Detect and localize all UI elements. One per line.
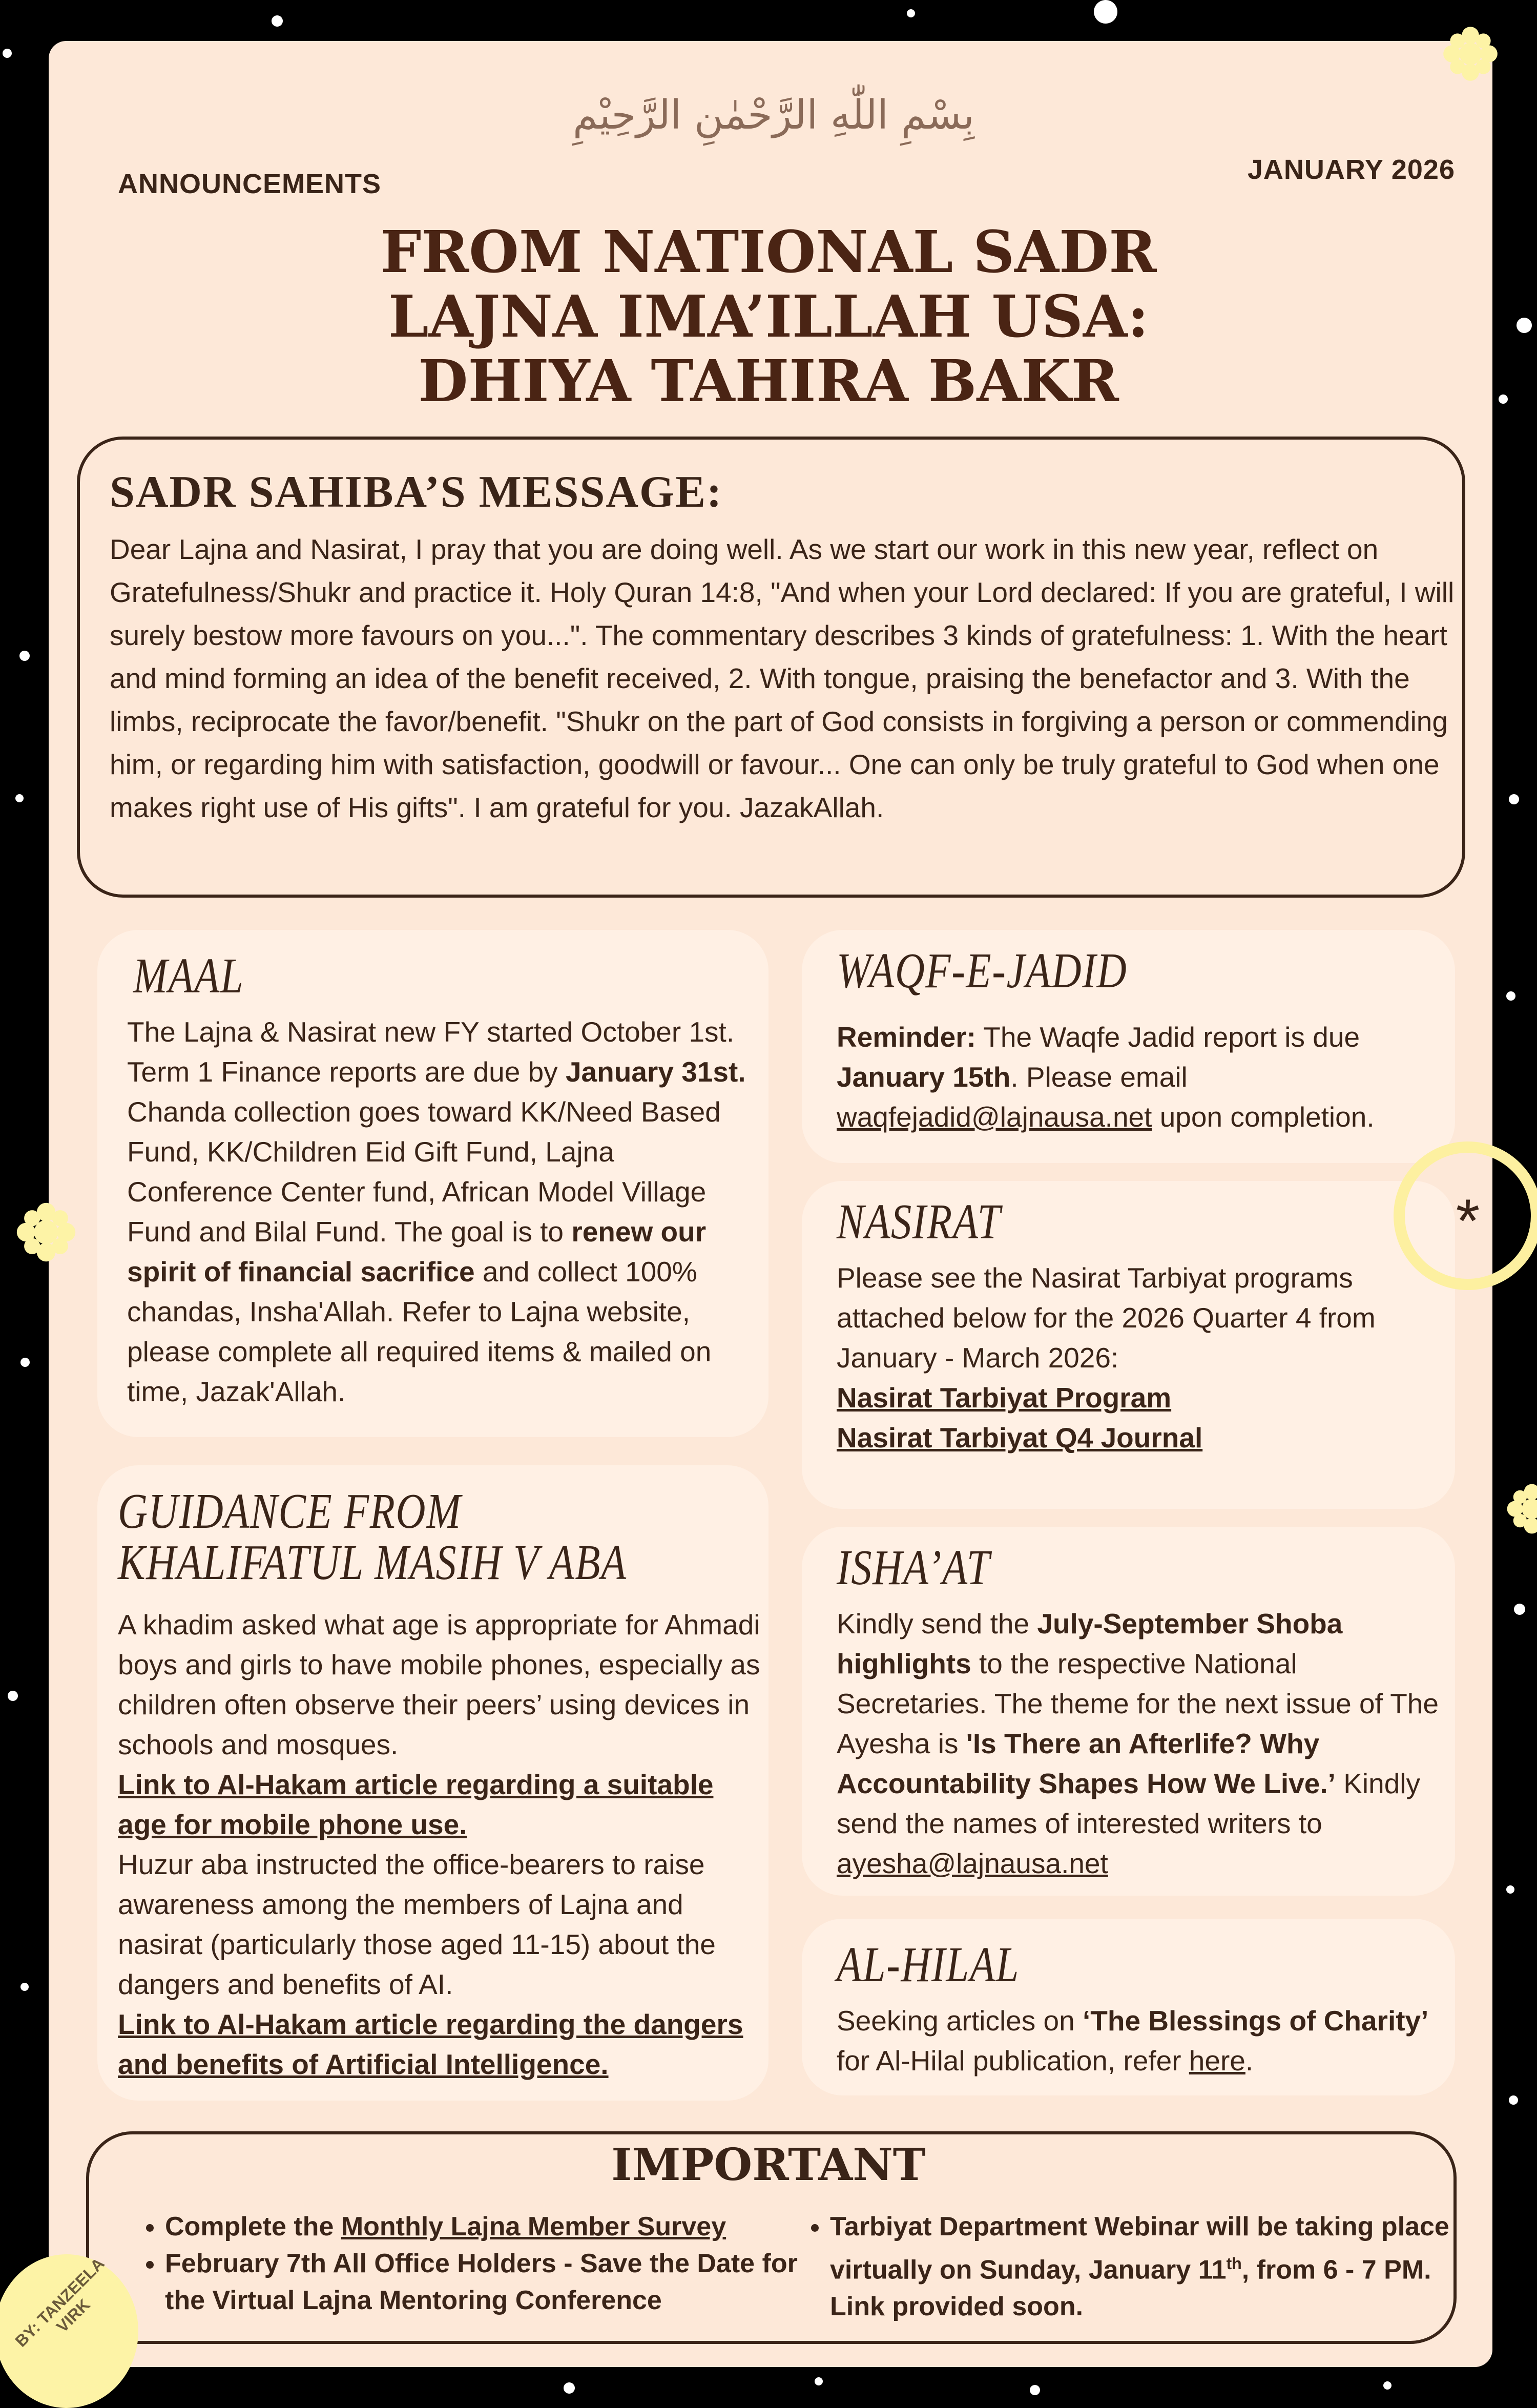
important-sup: th bbox=[1227, 2254, 1242, 2273]
star-dot bbox=[1509, 2095, 1518, 2105]
important-item bbox=[830, 2208, 1460, 2325]
guidance-heading-line2: KHALIFATUL MASIH V ABA bbox=[118, 1534, 627, 1591]
flower-icon bbox=[1440, 23, 1501, 85]
important-item bbox=[165, 2208, 816, 2245]
star-dot bbox=[1506, 1885, 1514, 1894]
sadr-message-heading: SADR SAHIBA’S MESSAGE: bbox=[110, 466, 722, 518]
section-label: ANNOUNCEMENTS bbox=[118, 168, 381, 200]
alhilal-theme: ‘The Blessings of Charity’ bbox=[1083, 2005, 1428, 2037]
nasirat-text: Please see the Nasirat Tarbiyat programs attached below for the 2026 Quarter 4 from January - March 2026: bbox=[837, 1262, 1376, 1374]
star-dot bbox=[20, 1983, 29, 1991]
bismillah-calligraphy: بِسْمِ اللّٰهِ الرَّحْمٰنِ الرَّحِيْمِ bbox=[528, 77, 1020, 154]
asterisk-icon: * bbox=[1456, 1186, 1480, 1256]
maal-text: The Lajna & Nasirat new FY started October 1st. Term 1 Finance reports are due by bbox=[127, 1016, 734, 1088]
important-text: Tarbiyat Department Webinar will be taking place virtually on Sunday, January 11 bbox=[830, 2212, 1449, 2285]
alhilal-text: Seeking articles on bbox=[837, 2005, 1083, 2037]
important-item: • February 7th All Office Holders - Save the Date for the Virtual Lajna Mentoring Conference bbox=[165, 2245, 816, 2319]
ishaat-emphasis: July-September Shoba highlights bbox=[837, 1608, 1342, 1679]
ishaat-heading: ISHA’AT bbox=[837, 1540, 990, 1596]
page-title-line1: FROM NATIONAL SADR bbox=[0, 220, 1537, 285]
maal-heading: MAAL bbox=[133, 948, 244, 1004]
waqf-email-link[interactable]: waqfejadid@lajnausa.net bbox=[837, 1101, 1152, 1133]
sadr-message-body: Dear Lajna and Nasirat, I pray that you are doing well. As we start our work in this new year, reflect on Gratefulness/Shukr and practice it. Holy Quran 14:8, "And when your Lord declared: If you are grateful, I will surely bestow more favours on you...". The commentary describes 3 kinds of gratefulness: 1. With the heart and mind forming an idea of the benefit received, 2. With tongue, praising the benefactor and 3. With the limbs, reciprocate the favor/benefit. "Shukr on the part of God consists in forgiving a person or commending him, or regarding him with satisfaction, goodwill or favour... One can only be truly grateful to God when one makes right use of His gifts". I am grateful for you. JazakAllah. bbox=[110, 528, 1462, 829]
important-text: Complete the bbox=[165, 2212, 341, 2241]
maal-due-date: January 31st. bbox=[566, 1056, 746, 1088]
waqf-text: . Please email bbox=[1010, 1061, 1187, 1093]
ishaat-text: Kindly send the bbox=[837, 1608, 1037, 1639]
maal-emphasis: renew our spirit of financial sacrifice bbox=[127, 1216, 706, 1288]
waqf-body bbox=[837, 1017, 1436, 1137]
maal-text: Chanda collection goes toward KK/Need Based Fund, KK/Children Eid Gift Fund, Lajna Conference Center fund, African Model Village Fund and Bilal Fund. The goal is to bbox=[127, 1096, 721, 1248]
waqf-heading: WAQF-E-JADID bbox=[837, 943, 1127, 999]
guidance-heading-line1: GUIDANCE FROM bbox=[118, 1483, 462, 1540]
credit-text: BY: TANZEELA VIRK bbox=[6, 2249, 127, 2370]
star-dot bbox=[1514, 1604, 1525, 1615]
alhilal-text: for Al-Hilal publication, refer bbox=[837, 2045, 1189, 2077]
asterisk-ring-icon bbox=[1394, 1141, 1537, 1290]
waqf-text: The Waqfe Jadid report is due bbox=[976, 1021, 1360, 1053]
guidance-body bbox=[118, 1605, 763, 2084]
alhilal-text: . bbox=[1245, 2045, 1253, 2077]
waqf-reminder-label: Reminder: bbox=[837, 1021, 976, 1053]
flower-icon bbox=[1504, 1481, 1537, 1537]
star-dot bbox=[20, 1358, 30, 1367]
alhilal-body bbox=[837, 2001, 1441, 2081]
alhilal-here-link[interactable]: here bbox=[1189, 2045, 1245, 2077]
alhilal-heading: AL-HILAL bbox=[837, 1937, 1020, 1993]
al-hakam-mobile-link[interactable]: Link to Al-Hakam article regarding a suitable age for mobile phone use. bbox=[118, 1765, 763, 1844]
ishaat-email-link[interactable]: ayesha@lajnausa.net bbox=[837, 1847, 1108, 1879]
nasirat-body bbox=[837, 1258, 1421, 1458]
important-heading: IMPORTANT bbox=[0, 2139, 1537, 2191]
nasirat-heading: NASIRAT bbox=[837, 1194, 1001, 1250]
star-dot bbox=[272, 15, 283, 27]
page-title-line2: LAJNA IMA’ILLAH USA: bbox=[0, 285, 1537, 349]
important-text: , from 6 - 7 PM. Link provided soon. bbox=[830, 2255, 1431, 2321]
important-list-left bbox=[134, 2208, 816, 2319]
waqf-due-date: January 15th bbox=[837, 1061, 1010, 1093]
nasirat-journal-link[interactable]: Nasirat Tarbiyat Q4 Journal bbox=[837, 1418, 1421, 1458]
maal-body bbox=[127, 1012, 757, 1411]
star-dot bbox=[1383, 2381, 1391, 2390]
star-dot bbox=[15, 794, 24, 802]
star-dot bbox=[1509, 794, 1519, 804]
page-title-line3: DHIYA TAHIRA BAKR bbox=[0, 349, 1537, 414]
nasirat-program-link[interactable]: Nasirat Tarbiyat Program bbox=[837, 1378, 1421, 1418]
star-dot bbox=[907, 9, 915, 17]
ishaat-body bbox=[837, 1604, 1441, 1883]
star-dot bbox=[19, 651, 30, 661]
star-dot bbox=[564, 2382, 575, 2394]
flower-icon bbox=[13, 1199, 79, 1265]
ishaat-text: Kindly send the names of interested writers to bbox=[837, 1768, 1420, 1839]
star-dot bbox=[1030, 2385, 1040, 2395]
important-list-right bbox=[799, 2208, 1460, 2325]
waqf-text: upon completion. bbox=[1152, 1101, 1374, 1133]
star-dot bbox=[815, 2377, 823, 2385]
star-dot bbox=[8, 1691, 18, 1701]
al-hakam-ai-link[interactable]: Link to Al-Hakam article regarding the dangers and benefits of Artificial Intelligence. bbox=[118, 2004, 763, 2084]
guidance-text: Huzur aba instructed the office-bearers to raise awareness among the members of Lajna and nasirat (particularly those aged 11-15) about the dangers and benefits of AI. bbox=[118, 1849, 716, 2000]
member-survey-link[interactable]: Monthly Lajna Member Survey bbox=[341, 2212, 726, 2241]
star-dot bbox=[3, 49, 12, 58]
guidance-text: A khadim asked what age is appropriate for Ahmadi boys and girls to have mobile phones, especially as children often observe their peers’ using devices in schools and mosques. bbox=[118, 1609, 760, 1760]
star-dot bbox=[1506, 991, 1515, 1001]
maal-text: and collect 100% chandas, Insha'Allah. Refer to Lajna website, please complete all required items & mailed on time, Jazak'Allah. bbox=[127, 1256, 711, 1407]
ishaat-text: to the respective National Secretaries. The theme for the next issue of The Ayesha is bbox=[837, 1648, 1439, 1759]
ishaat-theme: 'Is There an Afterlife? Why Accountability Shapes How We Live.’ bbox=[837, 1728, 1336, 1799]
star-dot bbox=[1094, 0, 1117, 24]
issue-date: JANUARY 2026 bbox=[1248, 154, 1455, 185]
